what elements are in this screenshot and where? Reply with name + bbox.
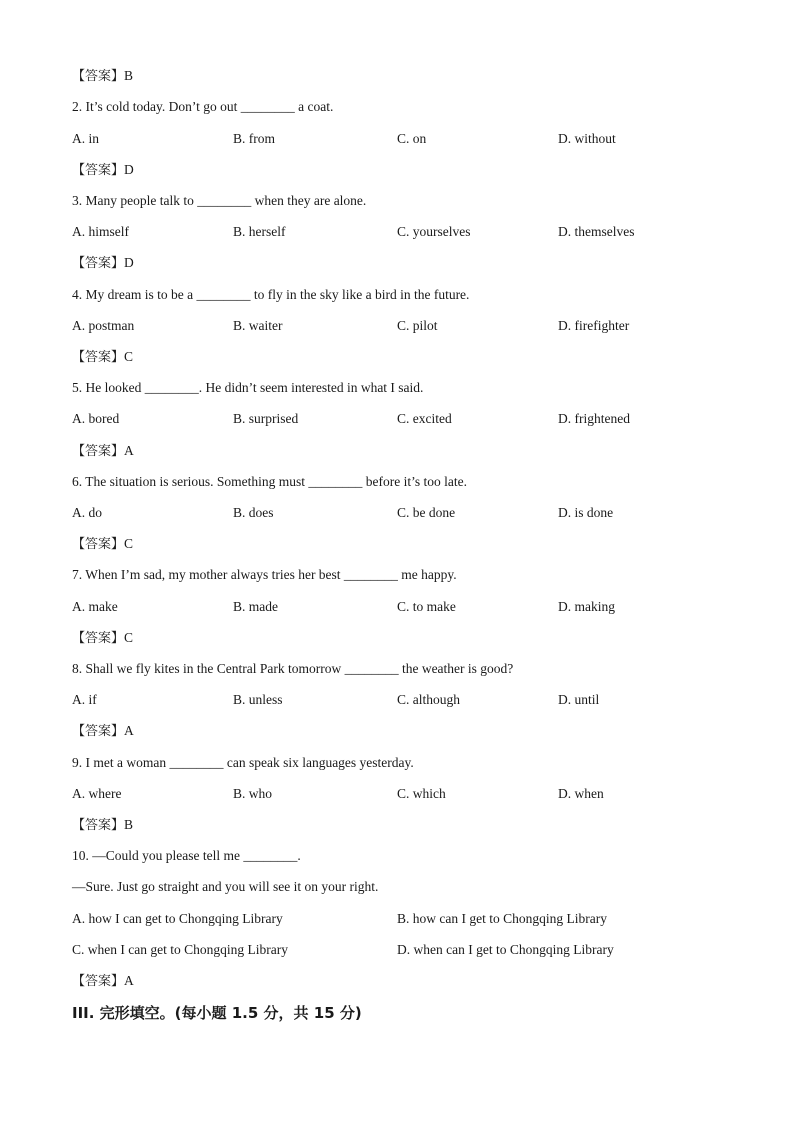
- option-b: B. surprised: [233, 411, 299, 426]
- option-d: D. themselves: [558, 224, 635, 239]
- options-4: [72, 317, 732, 335]
- options-9: [72, 785, 732, 803]
- option-b: B. unless: [233, 692, 283, 707]
- option-a: A. where: [72, 786, 122, 801]
- options-7: [72, 598, 732, 616]
- answer-1: 【答案】B: [72, 68, 134, 84]
- option-b: B. herself: [233, 224, 286, 239]
- answer-6: 【答案】C: [72, 536, 134, 552]
- option-a: A. make: [72, 599, 118, 614]
- option-a: A. postman: [72, 318, 135, 333]
- option-c: C. yourselves: [397, 224, 471, 239]
- option-c: C. on: [397, 131, 427, 146]
- options-3: [72, 223, 732, 241]
- option-b: B. waiter: [233, 318, 283, 333]
- question-10-reply: —Sure. Just go straight and you will see it on your right.: [72, 879, 379, 894]
- option-c: C. which: [397, 786, 446, 801]
- option-d: D. frightened: [558, 411, 630, 426]
- option-d: D. making: [558, 599, 615, 614]
- option-b: B. made: [233, 599, 278, 614]
- option-d: D. until: [558, 692, 600, 707]
- answer-5: 【答案】A: [72, 443, 134, 459]
- option-d: D. is done: [558, 505, 614, 520]
- option-d: D. firefighter: [558, 318, 630, 333]
- answer-7: 【答案】C: [72, 630, 134, 646]
- option-d: D. without: [558, 131, 616, 146]
- option-c: C. be done: [397, 505, 456, 520]
- question-4: 4. My dream is to be a ________ to fly in the sky like a bird in the future.: [72, 287, 470, 302]
- question-7: 7. When I’m sad, my mother always tries her best ________ me happy.: [72, 567, 457, 582]
- question-2: 2. It’s cold today. Don’t go out ________ a coat.: [72, 99, 334, 114]
- option-c: C. pilot: [397, 318, 438, 333]
- option-c: C. when I can get to Chongqing Library: [72, 942, 288, 957]
- options-2: [72, 130, 732, 148]
- option-a: A. in: [72, 131, 99, 146]
- options-8: [72, 691, 732, 709]
- option-a: A. how I can get to Chongqing Library: [72, 911, 283, 926]
- option-c: C. to make: [397, 599, 456, 614]
- option-a: A. bored: [72, 411, 120, 426]
- answer-9: 【答案】B: [72, 817, 134, 833]
- answer-8: 【答案】A: [72, 723, 134, 739]
- question-5: 5. He looked ________. He didn’t seem interested in what I said.: [72, 380, 424, 395]
- option-a: A. if: [72, 692, 97, 707]
- answer-4: 【答案】C: [72, 349, 134, 365]
- option-a: A. do: [72, 505, 102, 520]
- options-5: [72, 410, 732, 428]
- option-b: B. does: [233, 505, 274, 520]
- answer-10: 【答案】A: [72, 973, 134, 989]
- answer-3: 【答案】D: [72, 255, 134, 271]
- option-b: B. from: [233, 131, 275, 146]
- option-b: B. who: [233, 786, 273, 801]
- option-d: D. when: [558, 786, 604, 801]
- option-b: B. how can I get to Chongqing Library: [397, 911, 607, 926]
- question-10: 10. —Could you please tell me ________.: [72, 848, 301, 863]
- section-title: III. 完形填空。(每小题 1.5 分，共 15 分): [72, 1004, 362, 1022]
- options-10-row2: [72, 941, 732, 959]
- option-d: D. when can I get to Chongqing Library: [397, 942, 614, 957]
- option-a: A. himself: [72, 224, 129, 239]
- option-c: C. excited: [397, 411, 452, 426]
- question-3: 3. Many people talk to ________ when they are alone.: [72, 193, 367, 208]
- options-6: [72, 504, 732, 522]
- question-9: 9. I met a woman ________ can speak six languages yesterday.: [72, 755, 414, 770]
- question-6: 6. The situation is serious. Something must ________ before it’s too late.: [72, 474, 467, 489]
- answer-2: 【答案】D: [72, 162, 134, 178]
- option-c: C. although: [397, 692, 460, 707]
- options-10-row1: [72, 910, 732, 928]
- question-8: 8. Shall we fly kites in the Central Park tomorrow ________ the weather is good?: [72, 661, 514, 676]
